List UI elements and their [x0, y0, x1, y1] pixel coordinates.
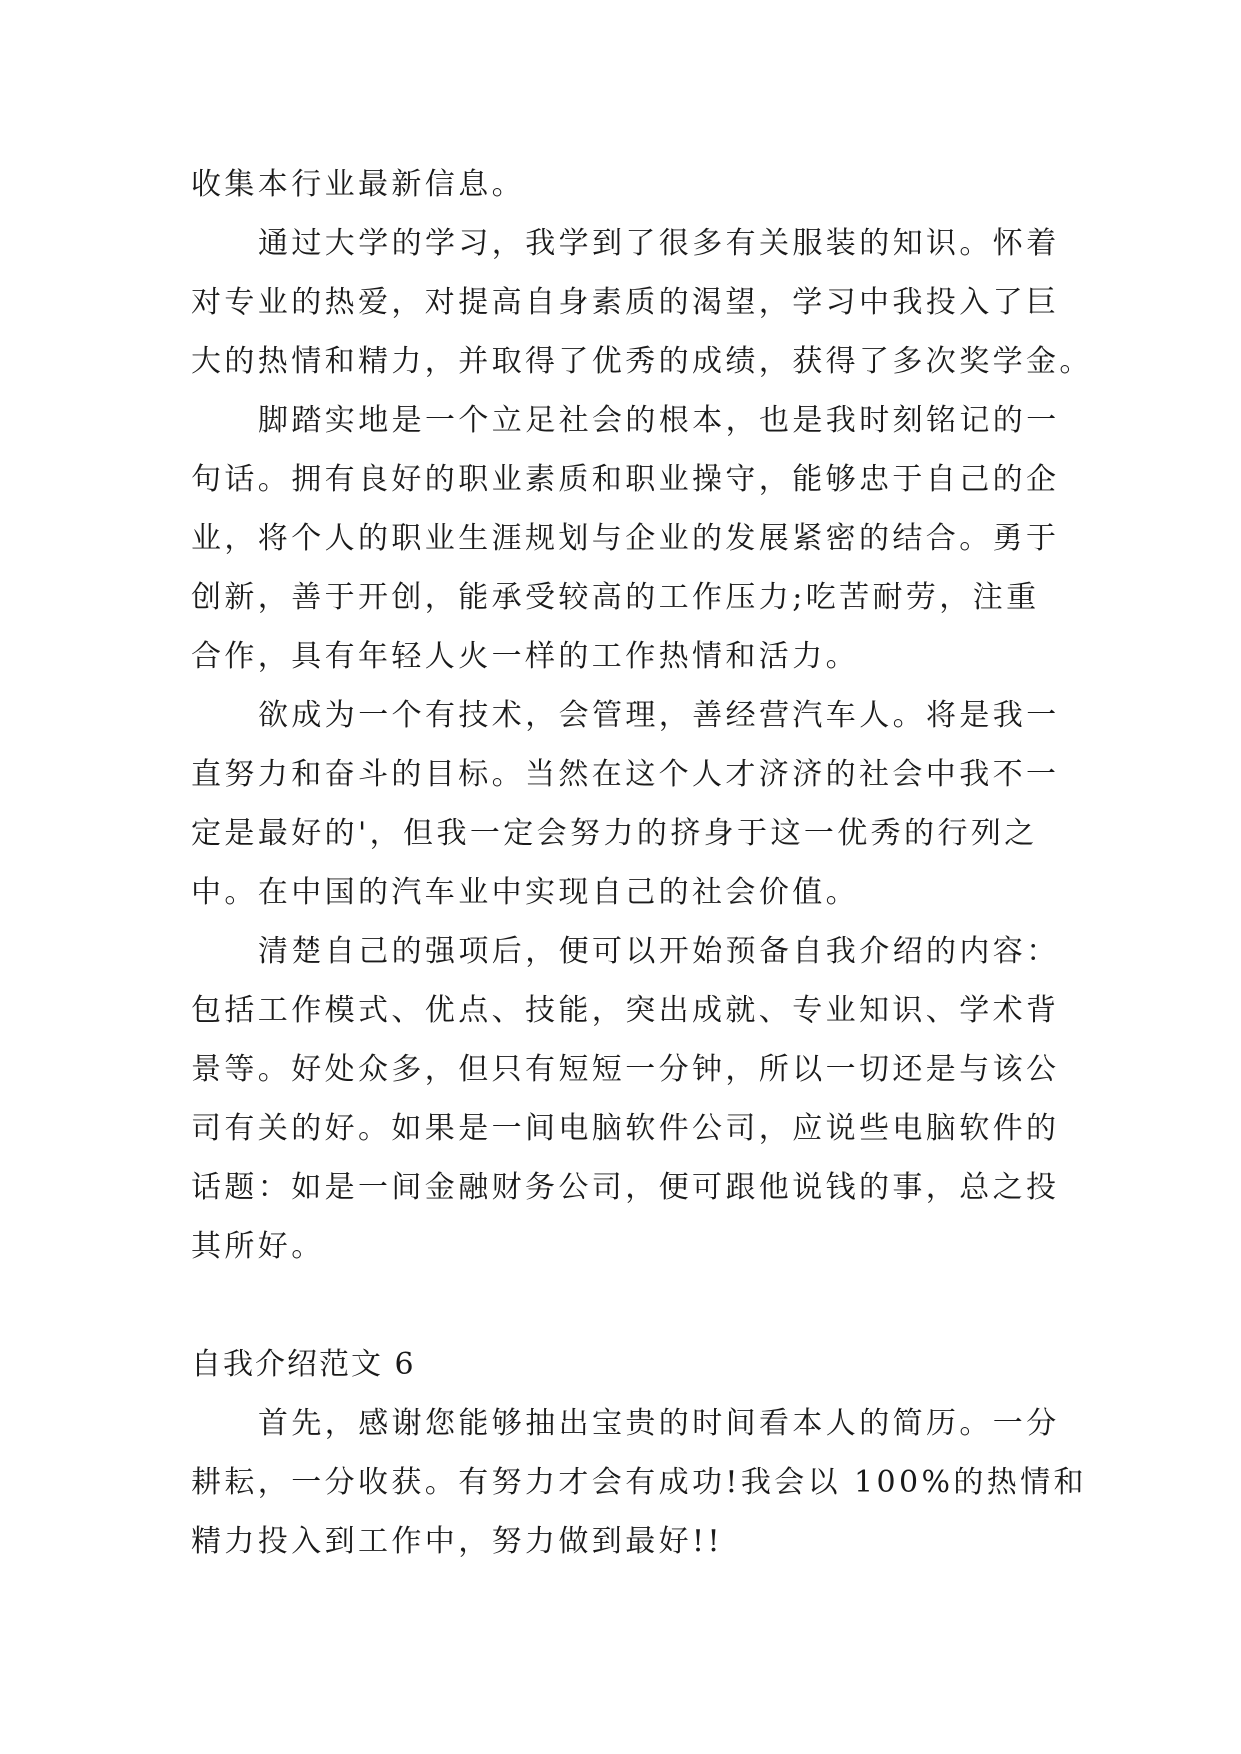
text-line: 对专业的热爱，对提高自身素质的渴望，学习中我投入了巨 [191, 285, 1060, 320]
text-line: 句话。拥有良好的职业素质和职业操守，能够忠于自己的企 [191, 462, 1060, 497]
blank-line [191, 1276, 1051, 1335]
paragraph-first-line: 欲成为一个有技术，会管理，善经营汽车人。将是我一 [258, 698, 1060, 733]
paragraph-first-line: 清楚自己的强项后，便可以开始预备自我介绍的内容： [258, 934, 1060, 969]
text-line: 大的热情和精力，并取得了优秀的成绩，获得了多次奖学金。 [191, 344, 1093, 379]
text-line: 直努力和奋斗的目标。当然在这个人才济济的社会中我不一 [191, 757, 1060, 792]
text-line: 精力投入到工作中，努力做到最好!! [191, 1524, 723, 1559]
text-line: 司有关的好。如果是一间电脑软件公司，应说些电脑软件的 [191, 1111, 1060, 1146]
section-title: 自我介绍范文 6 [191, 1347, 416, 1382]
text-line: 合作，具有年轻人火一样的工作热情和活力。 [191, 639, 859, 674]
text-line: 收集本行业最新信息。 [191, 167, 525, 202]
paragraph-first-line: 通过大学的学习，我学到了很多有关服装的知识。怀着 [258, 226, 1060, 261]
paragraph-first-line: 首先，感谢您能够抽出宝贵的时间看本人的简历。一分 [258, 1406, 1060, 1441]
text-line: 耕耘，一分收获。有努力才会有成功!我会以 100%的热情和 [191, 1465, 1087, 1500]
text-line: 业，将个人的职业生涯规划与企业的发展紧密的结合。勇于 [191, 521, 1060, 556]
text-line: 定是最好的'，但我一定会努力的挤身于这一优秀的行列之 [191, 816, 1038, 851]
text-line: 包括工作模式、优点、技能，突出成就、专业知识、学术背 [191, 993, 1060, 1028]
text-line: 话题：如是一间金融财务公司，便可跟他说钱的事，总之投 [191, 1170, 1060, 1205]
text-line: 景等。好处众多，但只有短短一分钟，所以一切还是与该公 [191, 1052, 1060, 1087]
paragraph-first-line: 脚踏实地是一个立足社会的根本，也是我时刻铭记的一 [258, 403, 1060, 438]
text-line: 中。在中国的汽车业中实现自己的社会价值。 [191, 875, 859, 910]
text-line: 其所好。 [191, 1229, 325, 1264]
document-body [191, 155, 1093, 1571]
text-line: 创新，善于开创，能承受较高的工作压力;吃苦耐劳，注重 [191, 580, 1040, 615]
